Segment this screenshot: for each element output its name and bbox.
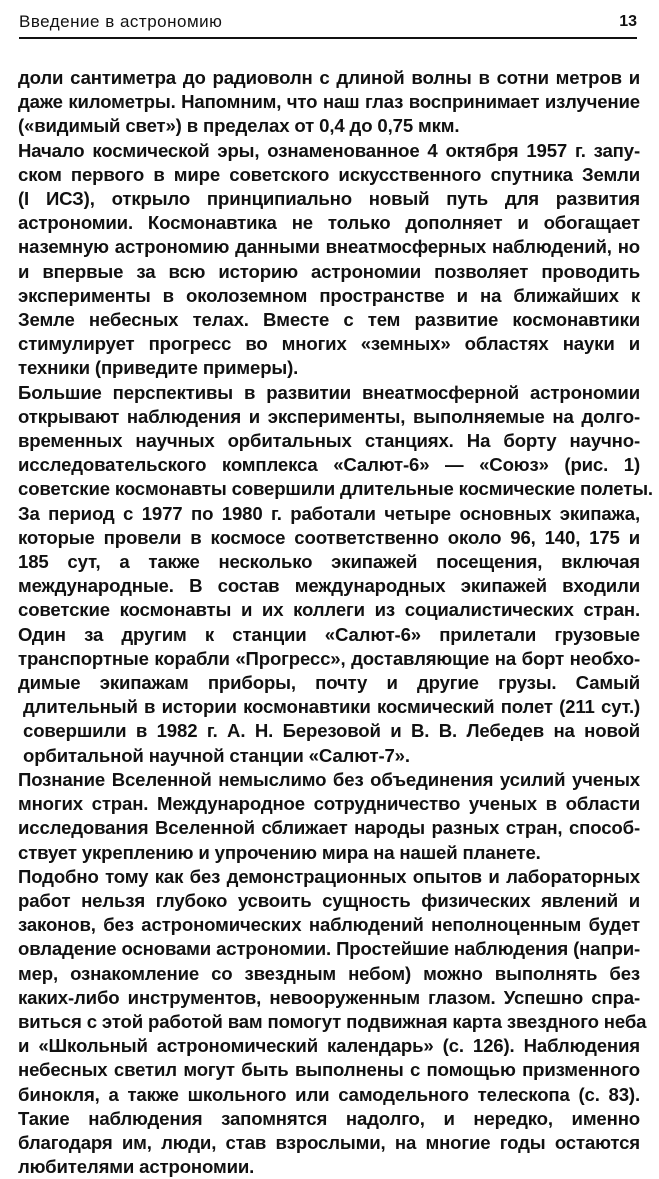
text-line: мер, ознакомление со звездным небом) можно выполнять без	[18, 962, 640, 984]
text-line: даже километры. Напомним, что наш глаз воспринимает излучение	[18, 91, 640, 113]
paragraph	[18, 768, 640, 865]
text-line: техники (приведите примеры).	[18, 357, 299, 379]
paragraph	[18, 66, 640, 139]
text-line: (I ИСЗ), открыло принципиально новый путь для развития	[18, 188, 640, 210]
body-text	[18, 66, 653, 1179]
text-line: небесных светил могут быть выполнены с помощью призменного	[18, 1059, 640, 1081]
paragraph	[18, 381, 653, 768]
text-line: временных научных орбитальных станциях. На борту научно-	[18, 430, 640, 452]
text-line: наземную астрономию данными внеатмосферных наблюдений, но	[18, 236, 640, 258]
text-line: Один за другим к станции «Салют-6» прилетали грузовые	[18, 623, 640, 645]
text-line: Познание Вселенной немыслимо без объединения усилий ученых	[18, 768, 640, 790]
text-line: овладение основами астрономии. Простейшие наблюдения (напри-	[18, 938, 641, 960]
text-line: Такие наблюдения запомнятся надолго, и нередко, именно	[18, 1107, 640, 1129]
text-line: 185 сут, а также несколько экипажей посещения, включая	[18, 551, 640, 573]
text-line: димые экипажам приборы, почту и другие грузы. Самый	[18, 672, 640, 694]
text-line: Земле небесных телах. Вместе с тем развитие космонавтики	[18, 309, 640, 331]
text-line: работ нельзя глубоко усвоить сущность физических явлений и	[18, 889, 640, 911]
text-line: Начало космической эры, ознаменованное 4 октября 1957 г. запу-	[18, 139, 640, 161]
text-line: транспортные корабли «Прогресс», доставляющие на борт необхо-	[18, 647, 640, 669]
text-line: ском первого в мире советского искусственного спутника Земли	[18, 163, 640, 185]
text-line: Большие перспективы в развитии внеатмосферной астрономии	[18, 381, 640, 403]
text-line: благодаря им, люди, став взрослыми, на многие годы остаются	[18, 1131, 640, 1153]
text-line: стимулирует прогресс во многих «земных» областях науки и	[18, 333, 640, 355]
text-line: виться с этой работой вам помогут подвижная карта звездного неба	[18, 1010, 647, 1032]
text-line: исследования Вселенной сближает народы разных стран, способ-	[18, 817, 640, 839]
text-line: и впервые за всю историю астрономии позволяет проводить	[18, 260, 640, 282]
text-line: многих стран. Международное сотрудничество ученых в области	[18, 793, 640, 815]
text-line: За период с 1977 по 1980 г. работали четыре основных экипажа,	[18, 502, 640, 524]
text-line: и «Школьный астрономический календарь» (с. 126). Наблюдения	[18, 1035, 640, 1057]
text-line: («видимый свет») в пределах от 0,4 до 0,75 мкм.	[18, 115, 460, 137]
paragraph	[18, 139, 640, 381]
text-line: советские космонавты совершили длительные космические полеты.	[18, 478, 653, 500]
text-line: орбитальной научной станции «Салют-7».	[23, 744, 410, 766]
text-line: советские космонавты и их коллеги из социалистических стран.	[18, 599, 640, 621]
text-line: которые провели в космосе соответственно около 96, 140, 175 и	[18, 526, 640, 548]
text-line: международные. В состав международных экипажей входили	[18, 575, 640, 597]
text-line: совершили в 1982 г. А. Н. Березовой и В. В. Лебедев на новой	[23, 720, 640, 742]
text-line: доли сантиметра до радиоволн с длиной волны в сотни метров и	[18, 67, 640, 88]
page-number: 13	[619, 13, 637, 30]
text-line: длительный в истории космонавтики космический полет (211 сут.)	[23, 696, 640, 718]
text-line: каких-либо инструментов, невооруженным глазом. Успешно спра-	[18, 986, 640, 1008]
running-head	[19, 7, 637, 39]
text-line: законов, без астрономических наблюдений неполноценным будет	[18, 914, 640, 936]
text-line: эксперименты в околоземном пространстве и на ближайших к	[18, 284, 640, 306]
text-line: астрономии. Космонавтика не только дополняет и обогащает	[18, 212, 640, 234]
text-line: любителями астрономии.	[18, 1156, 255, 1178]
text-line: открывают наблюдения и эксперименты, выполняемые на долго-	[18, 405, 640, 427]
paragraph	[18, 865, 647, 1179]
text-line: Подобно тому как без демонстрационных опытов и лабораторных	[18, 865, 640, 887]
text-line: бинокля, а также школьного или самодельного телескопа (с. 83).	[18, 1083, 640, 1105]
running-title: Введение в астрономию	[19, 12, 223, 31]
text-line: исследовательского комплекса «Салют-6» — «Союз» (рис. 1)	[18, 454, 640, 476]
text-line: ствует укреплению и упрочению мира на нашей планете.	[18, 841, 541, 863]
